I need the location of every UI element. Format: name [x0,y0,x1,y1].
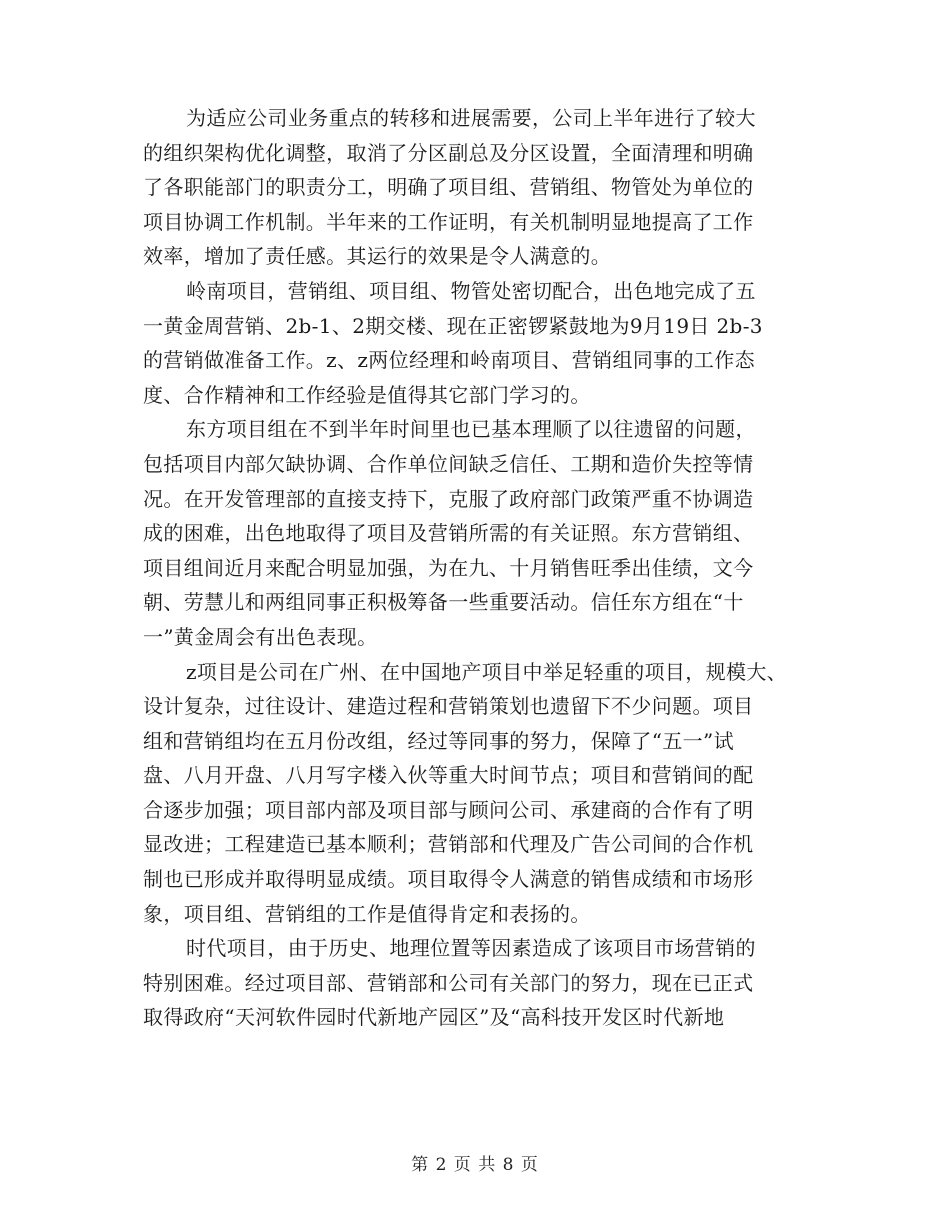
text-line: 一”黄金周会有出色表现。 [143,624,378,649]
text-line: 特别困难。经过项目部、营销部和公司有关部门的努力，现在已正式 [143,970,754,995]
text-line: 东方项目组在不到半年时间里也已基本理顺了以往遗留的问题， [186,417,756,442]
page-number-footer: 第 2 页 共 8 页 [411,1155,539,1175]
text-line: 况。在开发管理部的直接支持下，克服了政府部门政策严重不协调造 [143,486,754,511]
paragraph [143,931,803,1035]
text-line: 显改进；工程建造已基本顺利；营销部和代理及广告公司间的合作机 [143,832,754,857]
text-line: 合逐步加强；项目部内部及项目部与顾问公司、承建商的合作有了明 [143,797,754,822]
text-line: 制也已形成并取得明显成绩。项目取得令人满意的销售成绩和市场形 [143,867,754,892]
paragraph [143,101,803,274]
text-line: 效率，增加了责任感。其运行的效果是令人满意的。 [143,244,612,269]
document-body [143,101,803,1035]
text-line: 为适应公司业务重点的转移和进展需要，公司上半年进行了较大 [186,106,756,130]
paragraph [143,274,803,412]
text-line: z项目是公司在广州、在中国地产项目中举足轻重的项目，规模大、 [186,659,788,684]
text-line: 设计复杂，过往设计、建造过程和营销策划也遗留下不少问题。项目 [143,694,754,719]
text-line: 的组织架构优化调整，取消了分区副总及分区设置，全面清理和明确 [143,140,754,165]
text-line: 度、合作精神和工作经验是值得其它部门学习的。 [143,382,591,407]
text-line: 了各职能部门的职责分工，明确了项目组、营销组、物管处为单位的 [143,175,754,200]
text-line: 时代项目，由于历史、地理位置等因素造成了该项目市场营销的 [186,936,756,961]
text-line: 的营销做准备工作。z、z两位经理和岭南项目、营销组同事的工作态 [143,348,755,373]
paragraph [143,655,803,932]
text-line: 朝、劳慧儿和两组同事正积极筹备一些重要活动。信任东方组在“十 [143,590,744,615]
text-line: 取得政府“天河软件园时代新地产园区”及“高科技开发区时代新地 [143,1005,725,1030]
text-line: 盘、八月开盘、八月写字楼入伙等重大时间节点；项目和营销间的配 [143,763,754,788]
text-line: 项目协调工作机制。半年来的工作证明，有关机制明显地提高了工作 [143,209,754,234]
text-line: 象，项目组、营销组的工作是值得肯定和表扬的。 [143,901,591,926]
text-line: 成的困难，出色地取得了项目及营销所需的有关证照。东方营销组、 [143,521,754,546]
text-line: 组和营销组均在五月份改组，经过等同事的努力，保障了“五一”试 [143,728,734,753]
paragraph [143,412,803,654]
text-line: 包括项目内部欠缺协调、合作单位间缺乏信任、工期和造价失控等情 [143,451,754,476]
text-line: 岭南项目，营销组、项目组、物管处密切配合，出色地完成了五 [186,278,756,303]
text-line: 项目组间近月来配合明显加强，为在九、十月销售旺季出佳绩，文今 [143,555,754,580]
text-line: 一黄金周营销、2b-1、2期交楼、现在正密锣紧鼓地为9月19日 2b-3 [143,313,763,338]
